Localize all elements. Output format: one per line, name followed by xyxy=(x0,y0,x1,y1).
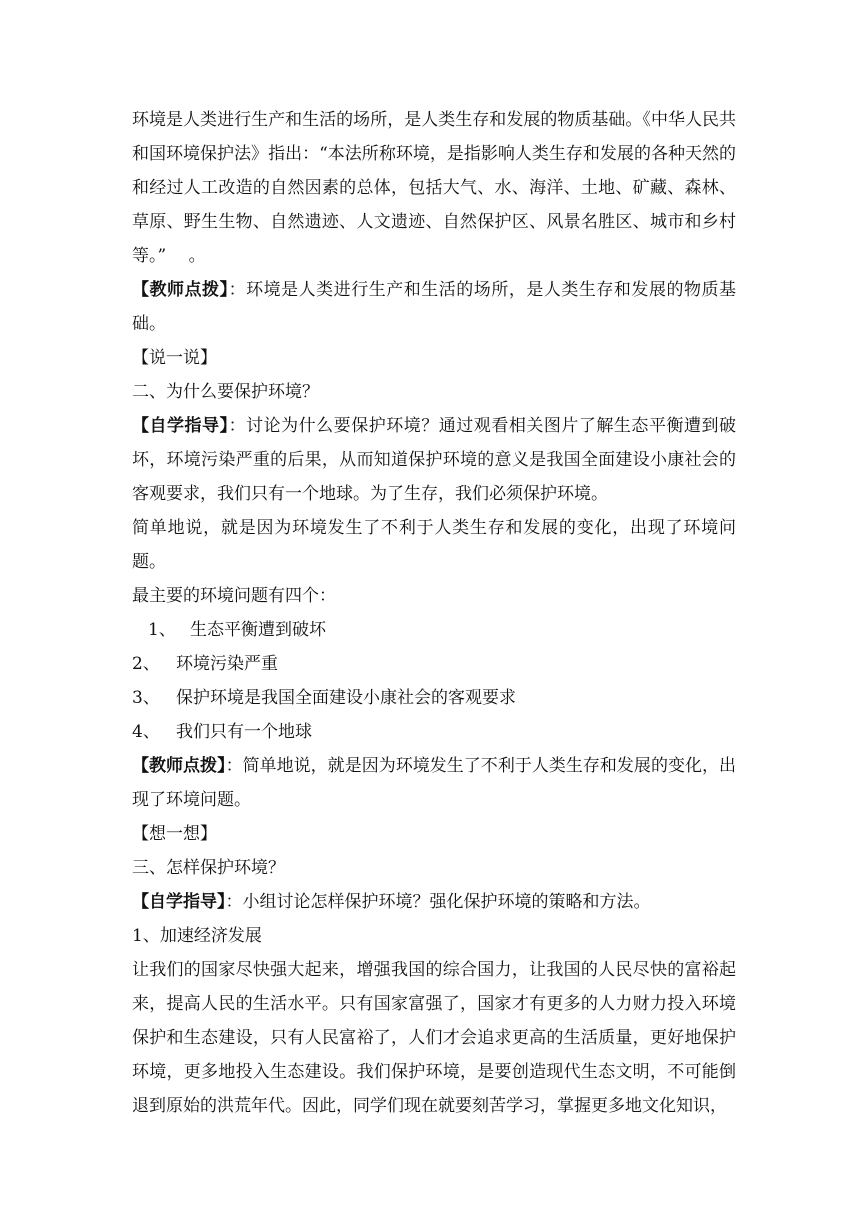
simple-explanation: 简单地说，就是因为环境发生了不利于人类生存和发展的变化，出现了环境问题。 xyxy=(132,518,736,572)
economy-paragraph: 让我们的国家尽快强大起来，增强我国的综合国力，让我国的人民尽快的富裕起来，提高人民的生活水平。只有国家富强了，国家才有更多的人力财力投入环境保护和生态建设，只有人民富裕了，人们才会追求更高的生活质量，更好地保护环境，更多地投入生态建设。我们保护环境，是要创造现代生态文明，不可能倒退到原始的洪荒年代。因此，同学们现在就要刻苦学习，掌握更多地文化知识， xyxy=(132,960,736,1116)
list-number: 1、 xyxy=(148,620,176,640)
self-study-label: 【自学指导】 xyxy=(132,416,229,436)
intro-paragraph: 环境是人类进行生产和生活的场所，是人类生存和发展的物质基础。《中华人民共和国环境保护法》指出：“本法所称环境，是指影响人类生存和发展的各种天然的和经过人工改造的自然因素的总体，包括大气、水、海洋、土地、矿藏、森林、草原、野生生物、自然遗迹、人文遗迹、自然保护区、风景名胜区、城市和乡村等。” 。 xyxy=(132,110,736,266)
section-3-heading: 三、怎样保护环境？ xyxy=(132,858,285,878)
self-study-guide-2 xyxy=(132,885,736,919)
list-text: 我们只有一个地球 xyxy=(176,722,312,742)
teacher-tip-text: ：简单地说，就是因为环境发生了不利于人类生存和发展的变化，出现了环境问题。 xyxy=(132,756,737,810)
list-text: 生态平衡遭到破坏 xyxy=(190,620,326,640)
teacher-tip-2 xyxy=(132,749,736,817)
list-number: 4、 xyxy=(132,722,160,742)
teacher-tip-label: 【教师点拨】 xyxy=(132,756,226,776)
self-study-text: ：讨论为什么要保护环境？通过观看相关图片了解生态平衡遭到破坏，环境污染严重的后果，从而知道保护环境的意义是我国全面建设小康社会的客观要求，我们只有一个地球。为了生存，我们必须保护环境。 xyxy=(132,416,737,504)
list-text: 保护环境是我国全面建设小康社会的客观要求 xyxy=(176,688,516,708)
list-text: 环境污染严重 xyxy=(176,654,278,674)
self-study-label: 【自学指导】 xyxy=(132,892,226,912)
section-2-heading: 二、为什么要保护环境？ xyxy=(132,382,319,402)
list-number: 3、 xyxy=(132,688,160,708)
subheading-economy: 1、加速经济发展 xyxy=(132,926,262,946)
main-problems-intro: 最主要的环境问题有四个： xyxy=(132,586,336,606)
list-item xyxy=(132,681,736,715)
say-heading: 【说一说】 xyxy=(132,348,217,368)
teacher-tip-1 xyxy=(132,273,736,341)
list-item xyxy=(132,647,736,681)
teacher-tip-label: 【教师点拨】 xyxy=(132,280,229,300)
list-item xyxy=(132,613,736,647)
list-number: 2、 xyxy=(132,654,160,674)
think-heading: 【想一想】 xyxy=(132,824,217,844)
self-study-guide-1 xyxy=(132,409,736,511)
self-study-text: ：小组讨论怎样保护环境？强化保护环境的策略和方法。 xyxy=(225,892,651,912)
teacher-tip-text: ：环境是人类进行生产和生活的场所，是人类生存和发展的物质基础。 xyxy=(132,280,737,334)
list-item xyxy=(132,715,736,749)
